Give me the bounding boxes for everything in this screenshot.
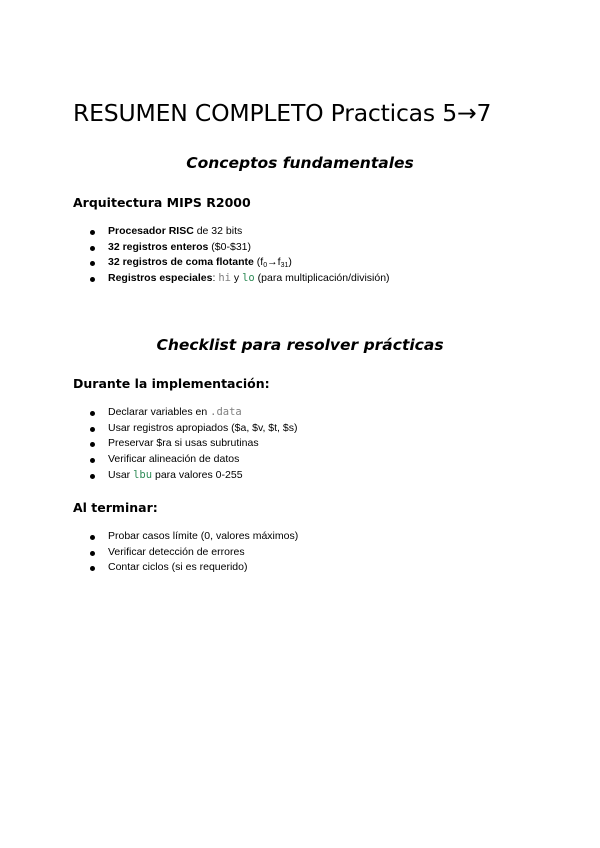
code-data: .data: [210, 406, 242, 418]
al-terminar-list: [73, 529, 298, 576]
item-text: :: [212, 272, 219, 285]
list-item: [73, 224, 390, 240]
subscript-0: 0: [263, 262, 268, 270]
item-text: y: [230, 272, 243, 285]
item-bold-text: Procesador RISC: [108, 225, 194, 237]
list-item: [73, 468, 297, 484]
item-bold-text: 32 registros de coma flotante: [108, 256, 254, 269]
arrow-text: →f: [267, 256, 281, 269]
item-text: Declarar variables en: [108, 406, 211, 418]
implementacion-list: [73, 405, 297, 483]
section-heading-checklist: Checklist para resolver prácticas: [156, 336, 444, 354]
list-item: Preservar $ra si usas subrutinas: [73, 436, 297, 452]
item-text: para valores 0-255: [152, 468, 243, 481]
list-item: Verificar detección de errores: [73, 545, 298, 561]
list-item: Verificar alineación de datos: [73, 452, 297, 468]
code-hi: hi: [218, 272, 231, 285]
list-item: [73, 255, 390, 271]
arquitectura-list: [73, 224, 390, 287]
subscript-31: 31: [280, 262, 289, 270]
code-lbu: lbu: [133, 468, 153, 481]
item-text: Usar: [108, 468, 134, 481]
item-text: ($0-$31): [208, 240, 251, 253]
item-text: (f: [253, 256, 264, 269]
subsection-heading-implementacion: Durante la implementación:: [73, 376, 270, 391]
list-item: [73, 271, 390, 287]
item-text: (para multiplicación/división): [254, 272, 390, 285]
subsection-heading-arquitectura: Arquitectura MIPS R2000: [73, 195, 251, 210]
item-bold-text: 32 registros enteros: [108, 240, 209, 253]
code-lo: lo: [242, 272, 255, 285]
list-item: [73, 240, 390, 256]
item-text: de 32 bits: [193, 225, 243, 237]
list-item: [73, 405, 297, 421]
list-item: Contar ciclos (si es requerido): [73, 560, 298, 576]
item-text: ): [288, 256, 292, 269]
list-item: Probar casos límite (0, valores máximos): [73, 529, 298, 545]
subsection-heading-al-terminar: Al terminar:: [73, 500, 158, 515]
item-bold-text: Registros especiales: [108, 272, 213, 285]
list-item: Usar registros apropiados ($a, $v, $t, $s): [73, 421, 297, 437]
section-heading-conceptos: Conceptos fundamentales: [186, 154, 414, 172]
document-title: RESUMEN COMPLETO Practicas 5→7: [73, 99, 492, 127]
